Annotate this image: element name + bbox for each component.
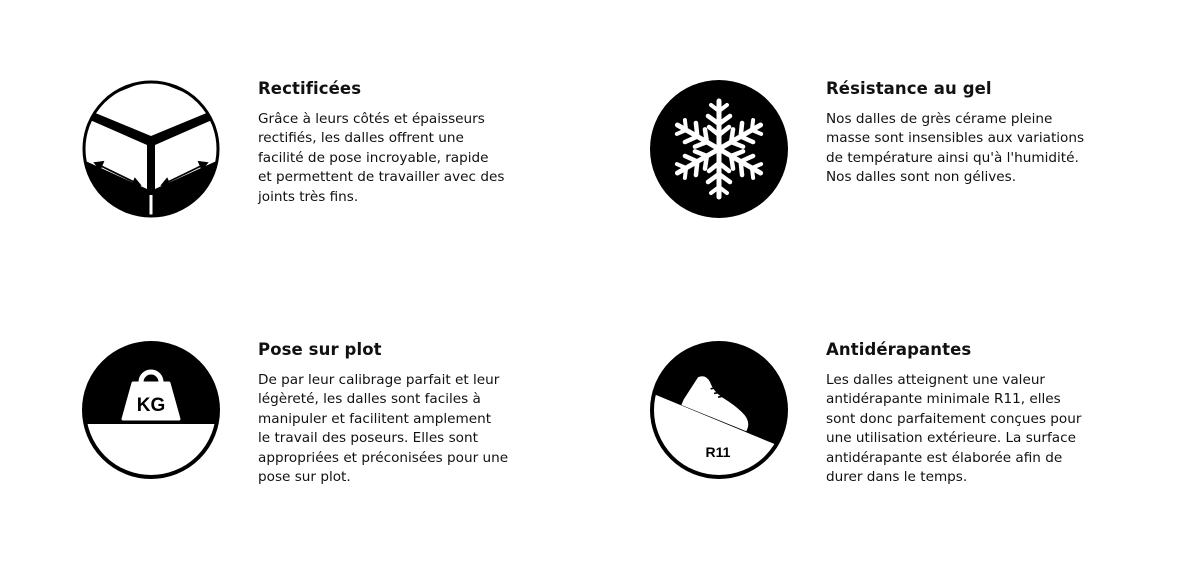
description-line: le travail des poseurs. Elles sont — [258, 430, 478, 447]
feature-text — [258, 79, 528, 207]
feature-title: Rectificées — [258, 79, 362, 98]
kg-weight-icon — [81, 340, 221, 480]
feature-pose-sur-plot — [81, 340, 601, 500]
snowflake-icon — [649, 79, 789, 219]
feature-title: Antidérapantes — [826, 340, 972, 359]
description-line: Nos dalles sont non gélives. — [826, 169, 1017, 186]
description-line: De par leur calibrage parfait et leur — [258, 372, 500, 388]
description-line: de température ainsi qu'à l'humidité. — [826, 149, 1079, 166]
feature-resistance-gel — [649, 79, 1169, 239]
description-line: joints très fins. — [258, 188, 359, 205]
description-line: masse sont insensibles aux variations — [826, 130, 1085, 147]
feature-rectifiees — [81, 79, 601, 239]
feature-title: Résistance au gel — [826, 79, 992, 98]
feature-text — [258, 340, 528, 487]
description-line: sont donc parfaitement conçues pour — [826, 410, 1082, 427]
rectified-tile-icon — [81, 79, 221, 219]
feature-description — [826, 371, 1096, 487]
description-line: pose sur plot. — [258, 469, 351, 486]
feature-text — [826, 340, 1096, 487]
shoe-slope-icon — [649, 340, 789, 480]
description-line: manipuler et facilitent amplement — [258, 410, 492, 427]
kg-label: KG — [136, 395, 166, 416]
description-line: appropriées et préconisées pour une — [258, 449, 509, 466]
description-line: rectifiés, les dalles offrent une — [258, 130, 464, 147]
description-line: Nos dalles de grès cérame pleine — [826, 111, 1053, 127]
r11-label: R11 — [705, 444, 731, 460]
feature-description — [826, 110, 1096, 188]
description-line: légèreté, les dalles sont faciles à — [258, 391, 481, 408]
description-line: facilité de pose incroyable, rapide — [258, 149, 489, 166]
description-line: antidérapante minimale R11, elles — [826, 391, 1061, 408]
feature-description — [258, 371, 528, 487]
feature-description — [258, 110, 528, 207]
feature-text — [826, 79, 1096, 188]
feature-antiderapantes — [649, 340, 1169, 500]
description-line: antidérapante est élaborée afin de — [826, 449, 1063, 466]
feature-title: Pose sur plot — [258, 340, 382, 359]
description-line: Les dalles atteignent une valeur — [826, 372, 1046, 388]
description-line: Grâce à leurs côtés et épaisseurs — [258, 111, 485, 127]
description-line: une utilisation extérieure. La surface — [826, 430, 1076, 447]
description-line: durer dans le temps. — [826, 469, 968, 486]
description-line: et permettent de travailler avec des — [258, 169, 505, 186]
